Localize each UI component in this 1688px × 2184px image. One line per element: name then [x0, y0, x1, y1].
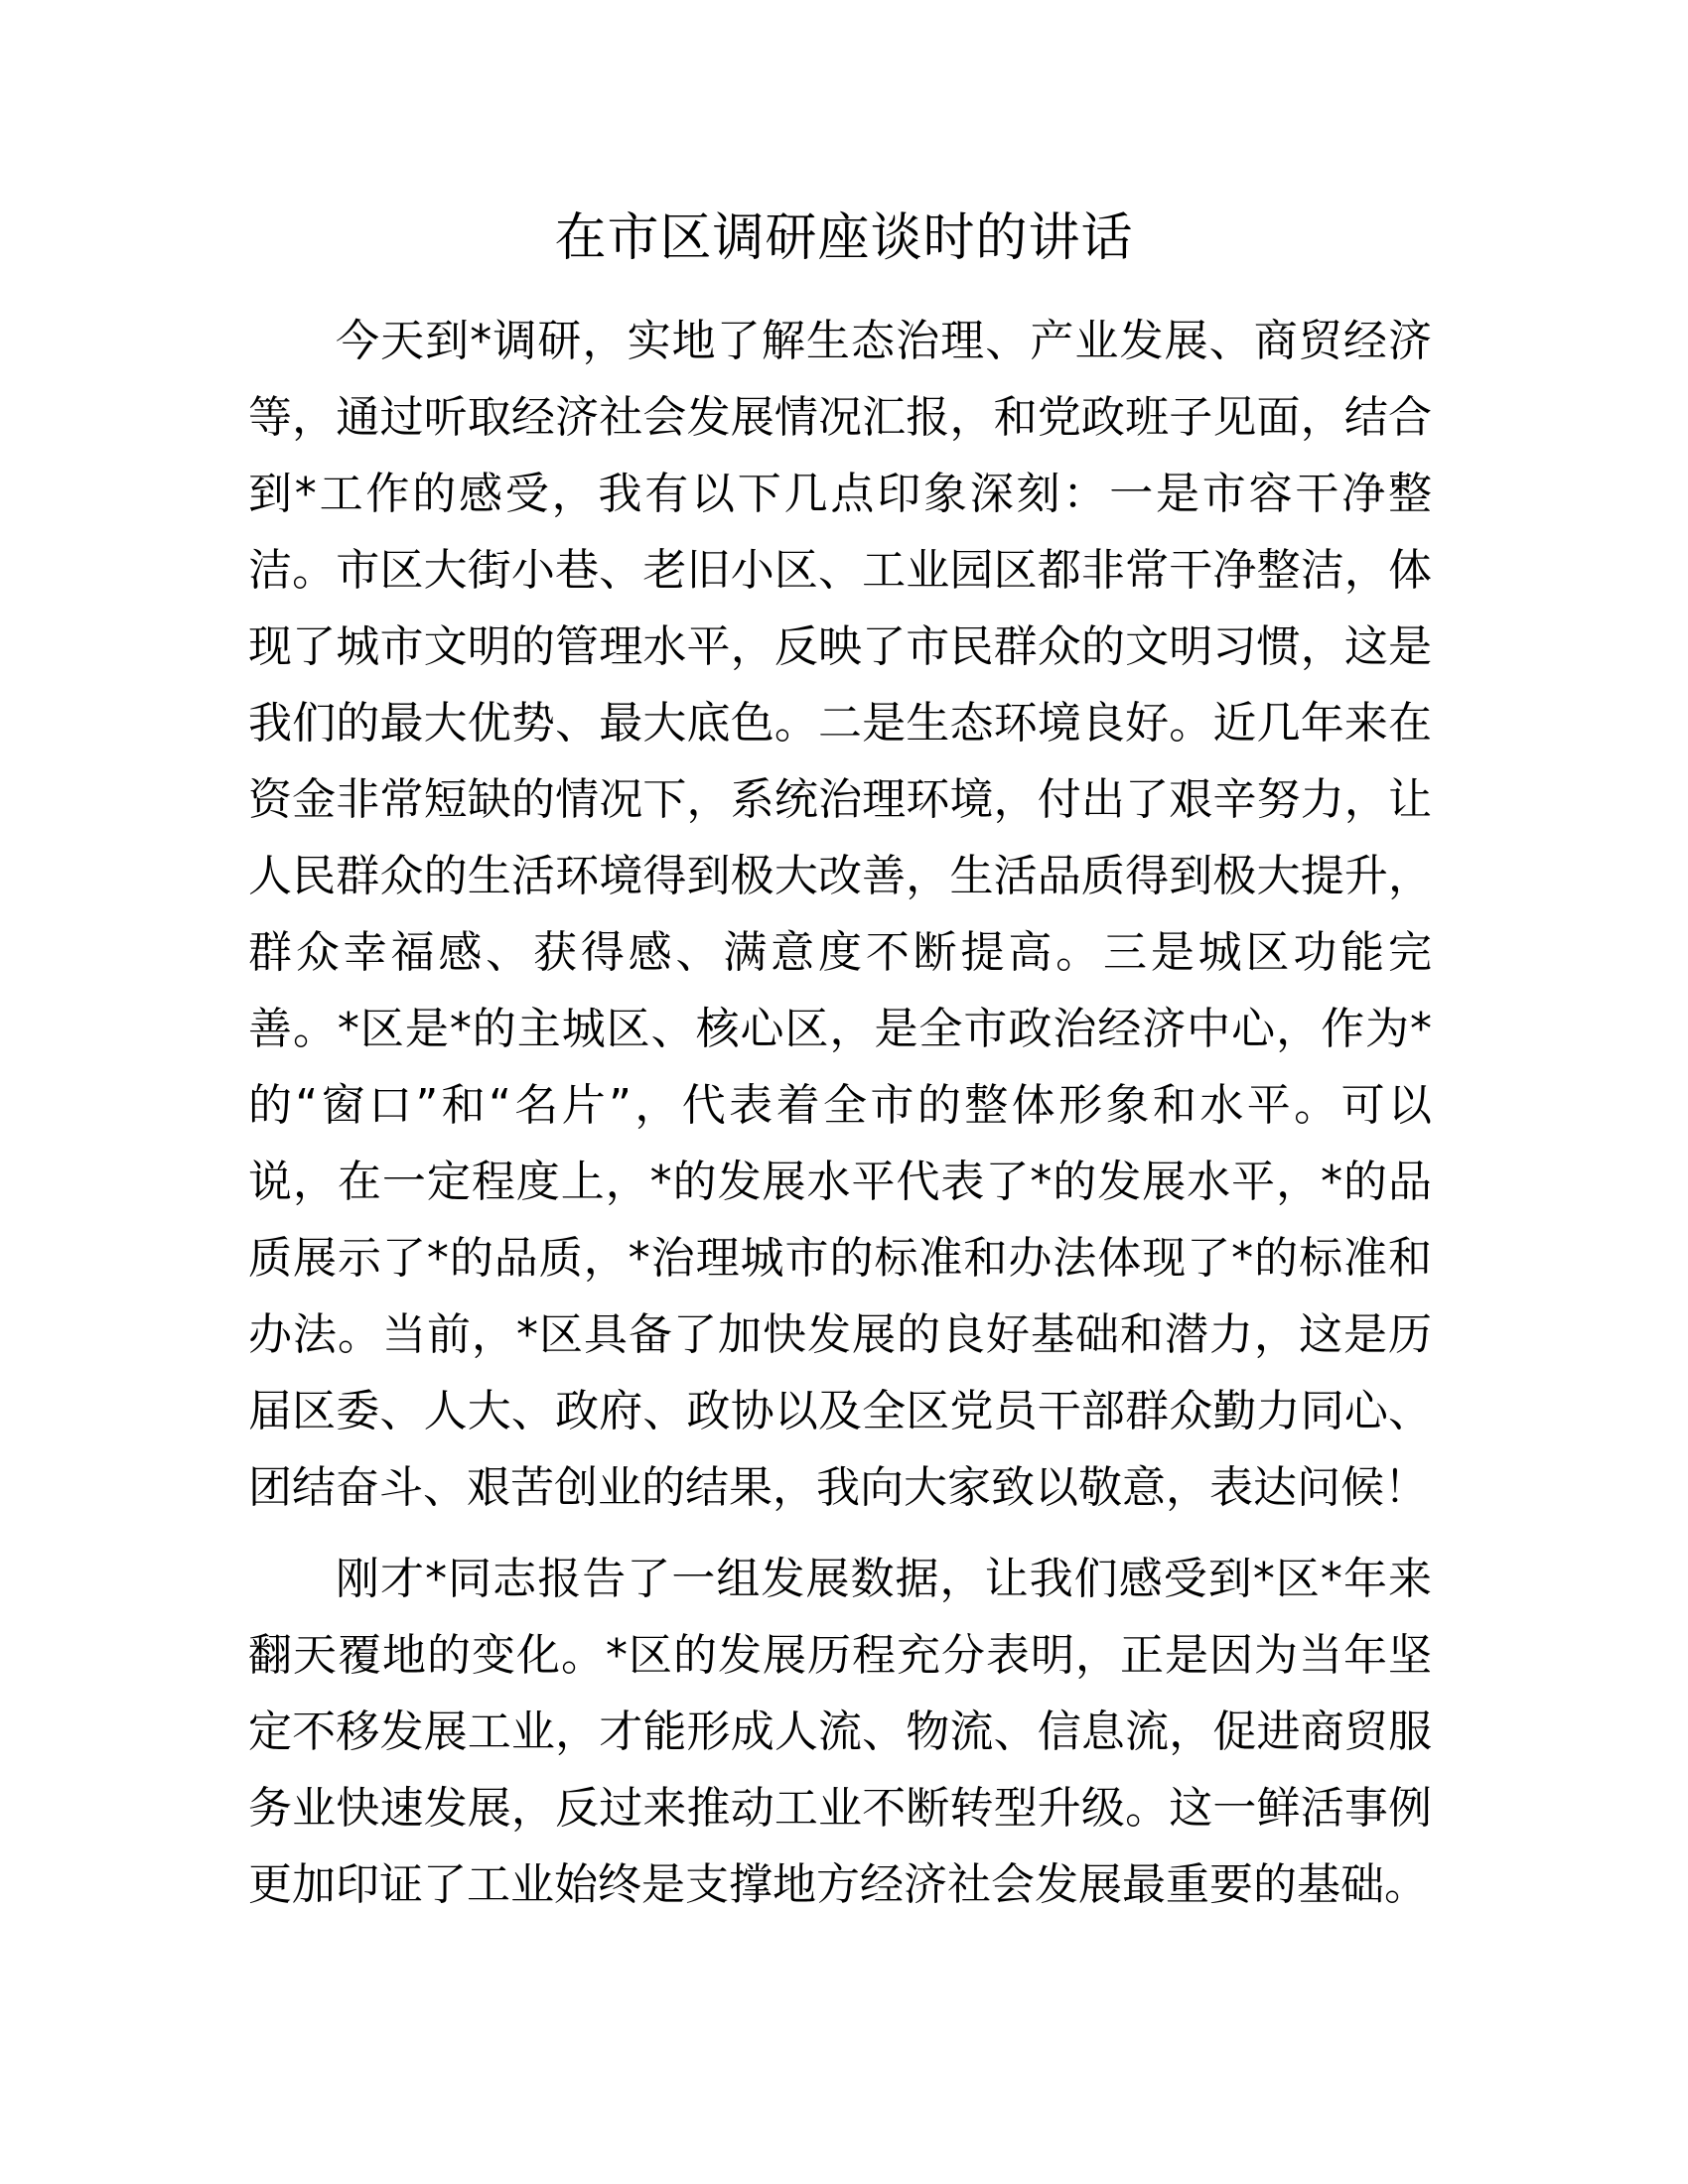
text-line: 到*工作的感受，我有以下几点印象深刻：一是市容干净整 [248, 469, 1432, 519]
text-line: 办法。当前，*区具备了加快发展的良好基础和潜力，这是历 [248, 1309, 1432, 1360]
text-line: 更加印证了工业始终是支撑地方经济社会发展最重要的基础。 [248, 1859, 1428, 1910]
text-line: 现了城市文明的管理水平，反映了市民群众的文明习惯，这是 [248, 621, 1432, 672]
text-line: 等，通过听取经济社会发展情况汇报，和党政班子见面，结合 [248, 392, 1432, 443]
text-line: 团结奋斗、艰苦创业的结果，我向大家致以敬意，表达问候！ [248, 1462, 1428, 1513]
text-line: 群众幸福感、获得感、满意度不断提高。三是城区功能完 [248, 927, 1432, 978]
text-line: 人民群众的生活环境得到极大改善，生活品质得到极大提升， [248, 851, 1432, 901]
text-line: 质展示了*的品质，*治理城市的标准和办法体现了*的标准和 [248, 1233, 1432, 1284]
text-line: 善。*区是*的主城区、核心区，是全市政治经济中心，作为* [248, 1004, 1432, 1054]
text-line: 我们的最大优势、最大底色。二是生态环境良好。近几年来在 [248, 698, 1432, 749]
text-line: 资金非常短缺的情况下，系统治理环境，付出了艰辛努力，让 [248, 774, 1432, 825]
text-line: 定不移发展工业，才能形成人流、物流、信息流，促进商贸服 [248, 1706, 1432, 1757]
text-line: 届区委、人大、政府、政协以及全区党员干部群众勤力同心、 [248, 1386, 1432, 1436]
text-line: 翻天覆地的变化。*区的发展历程充分表明，正是因为当年坚 [248, 1630, 1432, 1681]
text-line: 务业快速发展，反过来推动工业不断转型升级。这一鲜活事例 [248, 1783, 1432, 1834]
text-line: 说，在一定程度上，*的发展水平代表了*的发展水平，*的品 [248, 1157, 1432, 1207]
text-line: 刚才*同志报告了一组发展数据，让我们感受到*区*年来 [336, 1554, 1432, 1604]
text-line: 今天到*调研，实地了解生态治理、产业发展、商贸经济 [336, 316, 1432, 366]
paragraph-2 [248, 1541, 1432, 1923]
paragraph-1 [248, 303, 1432, 1526]
document-body [248, 303, 1432, 1923]
document-title: 在市区调研座谈时的讲话 [554, 208, 1134, 268]
text-line: 洁。市区大街小巷、老旧小区、工业园区都非常干净整洁，体 [248, 545, 1432, 596]
text-line: 的“窗口”和“名片”，代表着全市的整体形象和水平。可以 [248, 1080, 1432, 1131]
